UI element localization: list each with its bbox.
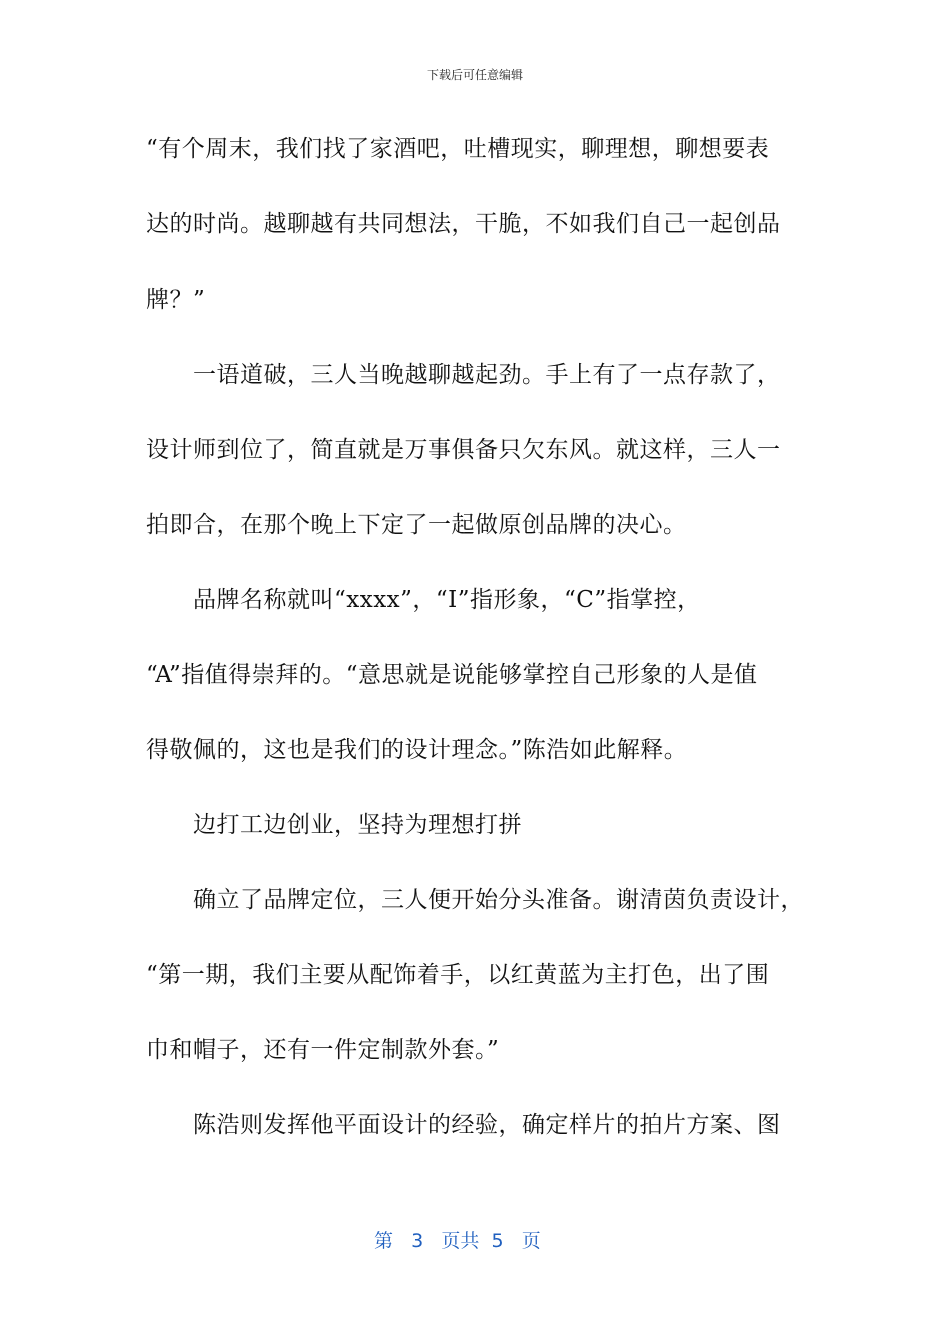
paragraph-line: “A”指值得崇拜的。“意思就是说能够掌控自己形象的人是值: [146, 662, 758, 688]
paragraph-line: “有个周末，我们找了家酒吧，吐槽现实，聊理想，聊想要表: [146, 136, 770, 162]
footer-total-pages: 5: [491, 1230, 504, 1252]
paragraph-line: 拍即合，在那个晚上下定了一起做原创品牌的决心。: [146, 512, 687, 538]
paragraph-line: “第一期，我们主要从配饰着手，以红黄蓝为主打色，出了围: [146, 962, 770, 988]
paragraph-line: 得敬佩的，这也是我们的设计理念。”陈浩如此解释。: [146, 737, 688, 763]
paragraph-line: 品牌名称就叫“xxxx”，“I”指形象，“C”指掌控，: [193, 587, 701, 613]
paragraph-line: 设计师到位了，简直就是万事俱备只欠东风。就这样，三人一: [146, 437, 781, 463]
footer-current-page: 3: [411, 1230, 424, 1252]
footer-label-end: 页: [521, 1230, 541, 1252]
paragraph-line: 牌？”: [146, 287, 206, 313]
page-footer: [374, 1226, 541, 1253]
paragraph-line: 确立了品牌定位，三人便开始分头准备。谢清茵负责设计，: [193, 887, 804, 913]
section-heading: 边打工边创业，坚持为理想打拼: [193, 812, 522, 838]
footer-label-page: 第: [374, 1230, 394, 1252]
page-header: 下载后可任意编辑: [426, 68, 523, 82]
footer-label-of: 页共: [441, 1230, 480, 1252]
paragraph-line: 一语道破，三人当晚越聊越起劲。手上有了一点存款了，: [193, 362, 781, 388]
paragraph-line: 陈浩则发挥他平面设计的经验，确定样片的拍片方案、图: [193, 1112, 781, 1138]
paragraph-line: 达的时尚。越聊越有共同想法，干脆，不如我们自己一起创品: [146, 211, 781, 237]
paragraph-line: 巾和帽子，还有一件定制款外套。”: [146, 1037, 500, 1063]
